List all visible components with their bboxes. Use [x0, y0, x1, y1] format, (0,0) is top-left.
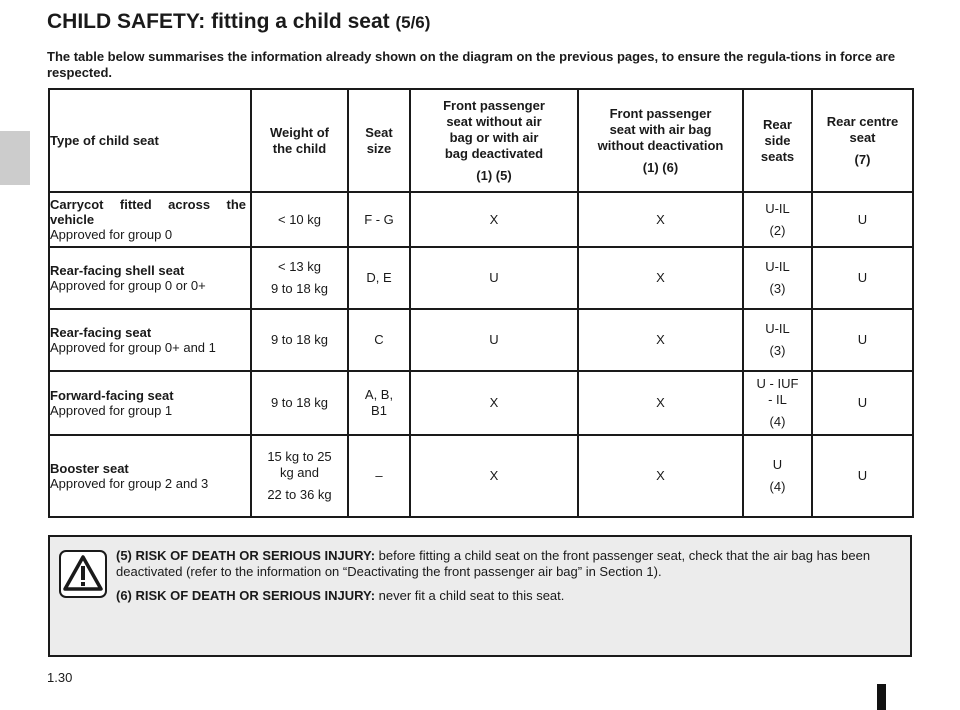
front-deactivated-cell: X [410, 435, 578, 517]
table-row [49, 371, 913, 435]
header-front-deactivated [410, 89, 578, 192]
seat-type-cell [49, 435, 251, 517]
front-active-cell: X [578, 247, 743, 309]
seat-type-name: Rear-facing seat [50, 325, 152, 340]
warning-triangle-icon [59, 550, 107, 598]
header-rear-side-line: Rear [763, 116, 792, 132]
header-front-deactivated-line: seat without air [446, 113, 542, 129]
rear-side-note: (4) [769, 414, 786, 429]
front-deactivated-cell: U [410, 247, 578, 309]
page-title [47, 10, 430, 34]
warning-6-heading: (6) RISK OF DEATH OR SERIOUS INJURY: [116, 588, 376, 603]
seat-type-cell [49, 371, 251, 435]
weight-cell [251, 247, 348, 309]
weight-line: 22 to 36 kg [267, 487, 332, 502]
rear-centre-cell: U [812, 247, 913, 309]
title-part: (5/6) [395, 13, 431, 32]
front-active-cell: X [578, 309, 743, 371]
weight-line: 9 to 18 kg [270, 281, 329, 296]
front-deactivated-cell: U [410, 309, 578, 371]
weight-cell [251, 371, 348, 435]
rear-side-note: (4) [769, 479, 786, 494]
rear-centre-cell: U [812, 309, 913, 371]
header-front-deactivated-note: (1) (5) [476, 167, 512, 183]
seat-type-name: Rear-facing shell seat [50, 263, 185, 278]
rear-side-cell [743, 192, 812, 247]
front-active-cell: X [578, 371, 743, 435]
size-line: C [374, 332, 384, 347]
rear-side-line: U - IUF [756, 376, 799, 391]
size-line: A, B, [364, 387, 394, 402]
weight-cell [251, 309, 348, 371]
warning-5-heading: (5) RISK OF DEATH OR SERIOUS INJURY: [116, 548, 376, 563]
header-rear-side [743, 89, 812, 192]
child-seat-table [48, 88, 914, 518]
seat-type-approval: Approved for group 0+ and 1 [50, 340, 216, 355]
header-rear-centre [812, 89, 913, 192]
page-edge-marker [877, 684, 886, 710]
rear-side-note: (3) [769, 343, 786, 358]
header-front-active-line: seat with air bag [609, 121, 712, 137]
warning-5-body: before fitting a child seat on the front passenger seat, check that the air bag has been deactivated (refer to the information on “Deactivating the front passenger air bag” in Section 1). [116, 548, 871, 579]
size-cell [348, 371, 410, 435]
seat-type-cell [49, 309, 251, 371]
table-row [49, 247, 913, 309]
rear-side-cell [743, 371, 812, 435]
size-cell [348, 192, 410, 247]
header-rear-centre-line: Rear centre [826, 113, 899, 129]
header-front-active-note: (1) (6) [642, 159, 679, 175]
seat-type-name: Carrycot fitted across the vehicle [50, 197, 246, 227]
header-weight-line: Weight of [270, 124, 329, 140]
weight-line: 9 to 18 kg [270, 395, 329, 410]
rear-side-cell [743, 247, 812, 309]
warning-note-6 [116, 588, 906, 604]
header-front-deactivated-line: bag deactivated [444, 145, 544, 161]
warning-note-5 [116, 548, 906, 580]
rear-side-line: U [772, 457, 783, 472]
seat-type-cell [49, 247, 251, 309]
rear-side-cell [743, 435, 812, 517]
warning-box [48, 535, 912, 657]
front-deactivated-cell: X [410, 192, 578, 247]
header-rear-side-line: seats [760, 148, 795, 164]
rear-side-line: U-IL [765, 321, 790, 336]
seat-type-approval: Approved for group 2 and 3 [50, 476, 209, 491]
header-rear-centre-note: (7) [854, 151, 871, 167]
weight-cell [251, 435, 348, 517]
rear-side-note: (2) [769, 222, 786, 238]
header-rear-side-line: side [764, 132, 791, 148]
header-front-active-line: Front passenger [609, 105, 712, 121]
rear-side-note: (3) [769, 281, 786, 296]
table-row [49, 435, 913, 517]
header-front-deactivated-line: Front passenger [443, 97, 545, 113]
seat-type-name: Forward-facing seat [50, 388, 174, 403]
rear-side-line: U-IL [765, 200, 790, 216]
header-row [49, 89, 913, 192]
section-tab [0, 131, 30, 185]
header-size [348, 89, 410, 192]
title-main: CHILD SAFETY: fitting a child seat [47, 10, 390, 33]
seat-type-approval: Approved for group 1 [50, 403, 173, 418]
seat-type-approval: Approved for group 0 [50, 227, 173, 242]
header-weight [251, 89, 348, 192]
front-deactivated-cell: X [410, 371, 578, 435]
rear-side-line: - IL [768, 392, 787, 407]
table-row [49, 192, 913, 247]
rear-side-line: U-IL [765, 259, 790, 274]
header-size-line: size [366, 140, 392, 156]
size-cell [348, 309, 410, 371]
weight-line: < 10 kg [277, 211, 321, 227]
weight-line: < 13 kg [277, 259, 321, 274]
weight-line: 9 to 18 kg [270, 332, 329, 347]
page-number: 1.30 [47, 670, 73, 685]
warning-6-body: never fit a child seat to this seat. [375, 588, 565, 603]
size-line: F - G [364, 211, 394, 227]
header-front-active-line: without deactivation [597, 137, 724, 153]
rear-centre-cell: U [812, 435, 913, 517]
header-size-line: Seat [365, 124, 393, 140]
front-active-cell: X [578, 192, 743, 247]
size-line: D, E [366, 270, 392, 285]
weight-cell [251, 192, 348, 247]
seat-type-approval: Approved for group 0 or 0+ [50, 278, 206, 293]
size-cell [348, 247, 410, 309]
size-line: B1 [371, 403, 387, 418]
front-active-cell: X [578, 435, 743, 517]
weight-line: kg and [279, 465, 320, 480]
header-rear-centre-line: seat [849, 129, 876, 145]
rear-centre-cell: U [812, 192, 913, 247]
header-front-deactivated-line: bag or with air [449, 129, 539, 145]
header-front-active [578, 89, 743, 192]
rear-centre-cell: U [812, 371, 913, 435]
header-weight-line: the child [272, 140, 327, 156]
weight-line: 15 kg to 25 [267, 449, 332, 464]
table-row [49, 309, 913, 371]
size-line: – [375, 468, 383, 483]
header-type: Type of child seat [49, 89, 251, 192]
seat-type-cell [49, 192, 251, 247]
warning-text [116, 548, 906, 612]
size-cell [348, 435, 410, 517]
seat-type-name: Booster seat [50, 461, 129, 476]
intro-text: The table below summarises the information already shown on the diagram on the previous pages, to ensure the regula-tions in force are respected. [47, 49, 896, 80]
rear-side-cell [743, 309, 812, 371]
